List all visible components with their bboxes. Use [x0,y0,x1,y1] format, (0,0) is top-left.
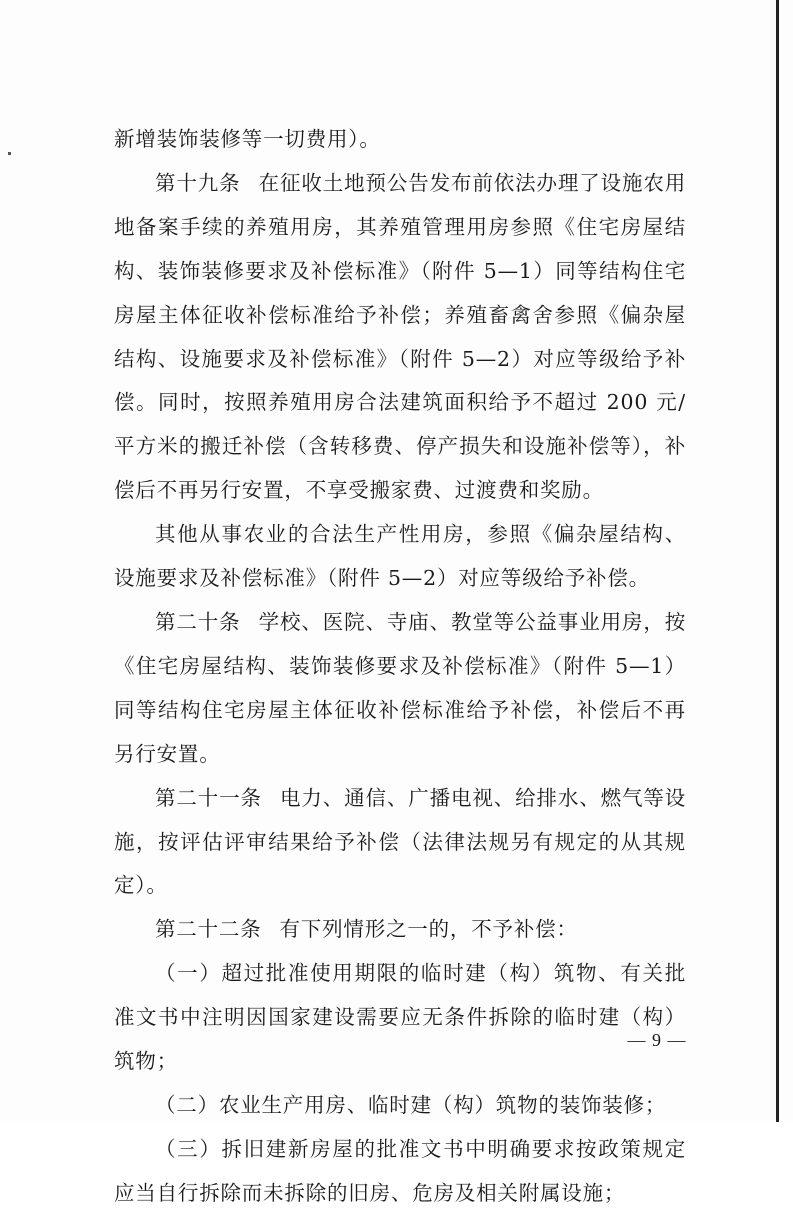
paragraph-article-20 [114,601,686,777]
paragraph-article-21 [114,777,686,909]
document-body [114,118,686,1216]
paragraph-text: 有下列情形之一的，不予补偿： [279,917,578,942]
page-number: — 9 — [627,1030,687,1050]
paragraph-other-agricultural [114,513,686,601]
list-item-1 [114,952,686,1084]
article-heading: 第二十条 [155,609,241,634]
paragraph-continuation [114,118,686,162]
paragraph-text: 新增装饰装修等一切费用）。 [114,127,381,151]
paragraph-text: （三）拆旧建新房屋的批准文书中明确要求按政策规定应当自行拆除而未拆除的旧房、危房及相关附属设施； [114,1136,686,1205]
paragraph-text: （一）超过批准使用期限的临时建（构）筑物、有关批准文书中注明因国家建设需要应无条件拆除的临时建（构）筑物； [114,961,686,1074]
article-heading: 第二十二条 [155,917,262,942]
list-item-3 [114,1128,686,1216]
paragraph-text: 其他从事农业的合法生产性用房，参照《偏杂屋结构、设施要求及补偿标准》（附件 5—2）对应等级给予补偿。 [114,522,686,591]
paragraph-article-22 [114,908,686,952]
paragraph-text: （二）农业生产用房、临时建（构）筑物的装饰装修； [155,1092,667,1117]
paragraph-text: 在征收土地预公告发布前依法办理了设施农用地备案手续的养殖用房，其养殖管理用房参照《住宅房屋结构、装饰装修要求及补偿标准》（附件 5—1）同等结构住宅房屋主体征收补偿标准给予补偿；养殖畜禽舍参照《偏杂屋结构、设施要求及补偿标准》（附件 5—2）对应等级给予补偿。同时，按照养殖用房合法建筑面积给予不超过 200 元/平方米的搬迁补偿（含转移费、停产损失和设施补偿等），补偿后不再另行安置，不享受搬家费、过渡费和奖励。 [114,170,686,503]
paragraph-article-19 [114,162,686,513]
scan-speck [8,152,11,155]
paragraph-text: 学校、医院、寺庙、教堂等公益事业用房，按《住宅房屋结构、装饰装修要求及补偿标准》（附件 5—1）同等结构住宅房屋主体征收补偿标准给予补偿，补偿后不再另行安置。 [114,609,686,766]
article-heading: 第十九条 [155,170,241,195]
page-edge-border [776,0,779,1122]
article-heading: 第二十一条 [155,785,262,810]
list-item-2 [114,1084,686,1128]
paragraph-text: 电力、通信、广播电视、给排水、燃气等设施，按评估评审结果给予补偿（法律法规另有规定的从其规定）。 [114,785,686,898]
